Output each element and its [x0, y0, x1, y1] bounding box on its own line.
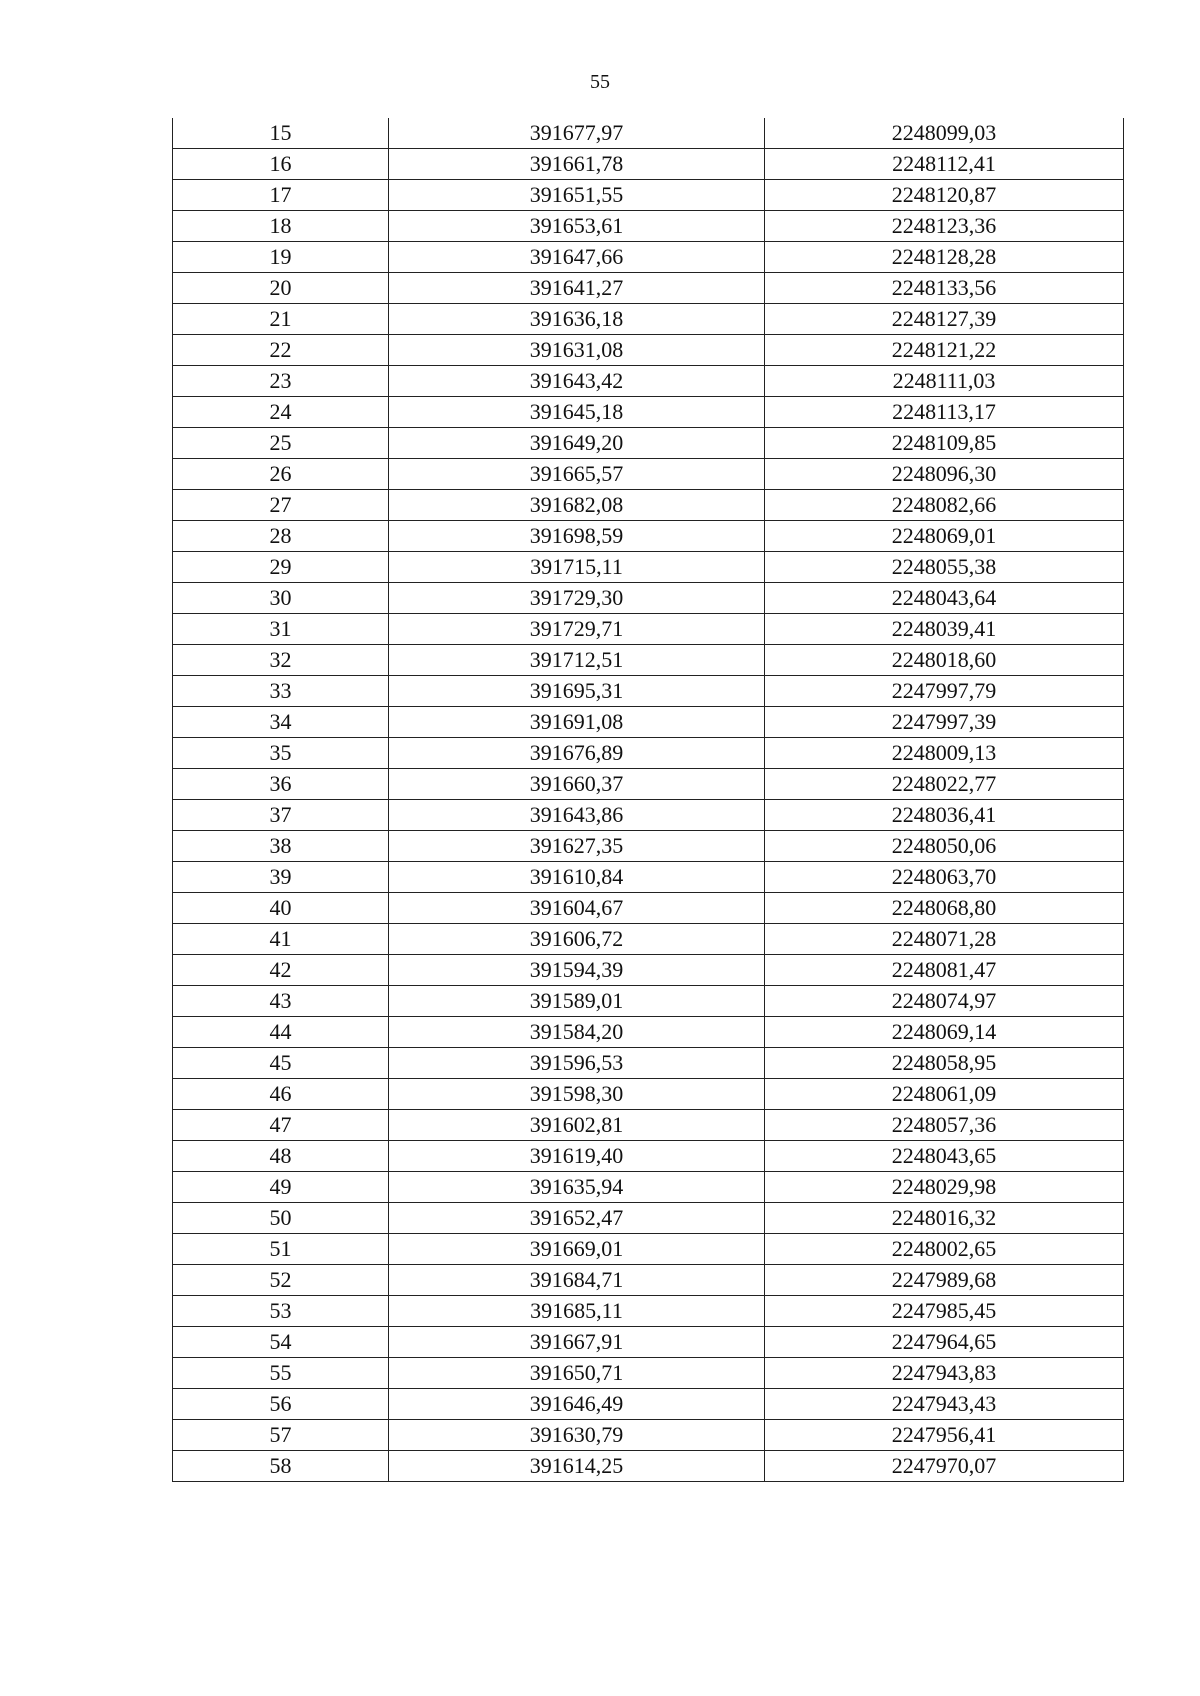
x-coordinate-cell: 391729,30: [389, 583, 765, 614]
y-coordinate-cell: 2248123,36: [765, 211, 1124, 242]
x-coordinate-cell: 391630,79: [389, 1420, 765, 1451]
table-row: [173, 707, 1124, 738]
table-row: [173, 242, 1124, 273]
table-row: [173, 1451, 1124, 1482]
y-coordinate-cell: 2248036,41: [765, 800, 1124, 831]
table-row: [173, 1420, 1124, 1451]
point-number-cell: 30: [173, 583, 389, 614]
table-row: [173, 924, 1124, 955]
table-row: [173, 552, 1124, 583]
y-coordinate-cell: 2248113,17: [765, 397, 1124, 428]
table-row: [173, 955, 1124, 986]
x-coordinate-cell: 391643,86: [389, 800, 765, 831]
y-coordinate-cell: 2248043,65: [765, 1141, 1124, 1172]
table-row: [173, 273, 1124, 304]
coordinates-table: [172, 118, 1124, 1482]
table-row: [173, 1389, 1124, 1420]
x-coordinate-cell: 391645,18: [389, 397, 765, 428]
x-coordinate-cell: 391636,18: [389, 304, 765, 335]
x-coordinate-cell: 391606,72: [389, 924, 765, 955]
coordinates-table-body: [173, 118, 1124, 1482]
y-coordinate-cell: 2248061,09: [765, 1079, 1124, 1110]
table-row: [173, 645, 1124, 676]
table-row: [173, 800, 1124, 831]
x-coordinate-cell: 391641,27: [389, 273, 765, 304]
x-coordinate-cell: 391684,71: [389, 1265, 765, 1296]
y-coordinate-cell: 2247997,79: [765, 676, 1124, 707]
x-coordinate-cell: 391715,11: [389, 552, 765, 583]
table-row: [173, 1079, 1124, 1110]
point-number-cell: 21: [173, 304, 389, 335]
x-coordinate-cell: 391669,01: [389, 1234, 765, 1265]
x-coordinate-cell: 391691,08: [389, 707, 765, 738]
point-number-cell: 17: [173, 180, 389, 211]
y-coordinate-cell: 2248127,39: [765, 304, 1124, 335]
table-row: [173, 459, 1124, 490]
y-coordinate-cell: 2248022,77: [765, 769, 1124, 800]
y-coordinate-cell: 2248128,28: [765, 242, 1124, 273]
table-row: [173, 769, 1124, 800]
point-number-cell: 49: [173, 1172, 389, 1203]
x-coordinate-cell: 391660,37: [389, 769, 765, 800]
x-coordinate-cell: 391729,71: [389, 614, 765, 645]
x-coordinate-cell: 391589,01: [389, 986, 765, 1017]
x-coordinate-cell: 391651,55: [389, 180, 765, 211]
point-number-cell: 31: [173, 614, 389, 645]
y-coordinate-cell: 2247970,07: [765, 1451, 1124, 1482]
point-number-cell: 18: [173, 211, 389, 242]
x-coordinate-cell: 391695,31: [389, 676, 765, 707]
table-row: [173, 1172, 1124, 1203]
y-coordinate-cell: 2248016,32: [765, 1203, 1124, 1234]
x-coordinate-cell: 391647,66: [389, 242, 765, 273]
y-coordinate-cell: 2247985,45: [765, 1296, 1124, 1327]
table-row: [173, 738, 1124, 769]
table-row: [173, 490, 1124, 521]
y-coordinate-cell: 2248050,06: [765, 831, 1124, 862]
table-row: [173, 1017, 1124, 1048]
table-row: [173, 521, 1124, 552]
y-coordinate-cell: 2248002,65: [765, 1234, 1124, 1265]
point-number-cell: 36: [173, 769, 389, 800]
point-number-cell: 50: [173, 1203, 389, 1234]
point-number-cell: 34: [173, 707, 389, 738]
point-number-cell: 29: [173, 552, 389, 583]
x-coordinate-cell: 391584,20: [389, 1017, 765, 1048]
y-coordinate-cell: 2248043,64: [765, 583, 1124, 614]
y-coordinate-cell: 2248029,98: [765, 1172, 1124, 1203]
point-number-cell: 24: [173, 397, 389, 428]
table-row: [173, 1234, 1124, 1265]
table-row: [173, 1048, 1124, 1079]
point-number-cell: 38: [173, 831, 389, 862]
y-coordinate-cell: 2248109,85: [765, 428, 1124, 459]
table-row: [173, 862, 1124, 893]
table-row: [173, 986, 1124, 1017]
point-number-cell: 52: [173, 1265, 389, 1296]
table-row: [173, 211, 1124, 242]
point-number-cell: 32: [173, 645, 389, 676]
x-coordinate-cell: 391652,47: [389, 1203, 765, 1234]
x-coordinate-cell: 391594,39: [389, 955, 765, 986]
x-coordinate-cell: 391643,42: [389, 366, 765, 397]
point-number-cell: 43: [173, 986, 389, 1017]
y-coordinate-cell: 2247956,41: [765, 1420, 1124, 1451]
point-number-cell: 57: [173, 1420, 389, 1451]
table-row: [173, 335, 1124, 366]
point-number-cell: 58: [173, 1451, 389, 1482]
x-coordinate-cell: 391667,91: [389, 1327, 765, 1358]
point-number-cell: 15: [173, 118, 389, 149]
point-number-cell: 55: [173, 1358, 389, 1389]
y-coordinate-cell: 2248071,28: [765, 924, 1124, 955]
y-coordinate-cell: 2248057,36: [765, 1110, 1124, 1141]
y-coordinate-cell: 2248112,41: [765, 149, 1124, 180]
point-number-cell: 20: [173, 273, 389, 304]
y-coordinate-cell: 2248063,70: [765, 862, 1124, 893]
y-coordinate-cell: 2248074,97: [765, 986, 1124, 1017]
x-coordinate-cell: 391596,53: [389, 1048, 765, 1079]
x-coordinate-cell: 391604,67: [389, 893, 765, 924]
y-coordinate-cell: 2248068,80: [765, 893, 1124, 924]
point-number-cell: 23: [173, 366, 389, 397]
point-number-cell: 42: [173, 955, 389, 986]
point-number-cell: 39: [173, 862, 389, 893]
point-number-cell: 19: [173, 242, 389, 273]
table-row: [173, 428, 1124, 459]
table-row: [173, 180, 1124, 211]
y-coordinate-cell: 2247997,39: [765, 707, 1124, 738]
table-row: [173, 614, 1124, 645]
table-row: [173, 583, 1124, 614]
y-coordinate-cell: 2247964,65: [765, 1327, 1124, 1358]
table-row: [173, 304, 1124, 335]
point-number-cell: 47: [173, 1110, 389, 1141]
x-coordinate-cell: 391602,81: [389, 1110, 765, 1141]
y-coordinate-cell: 2248111,03: [765, 366, 1124, 397]
point-number-cell: 16: [173, 149, 389, 180]
y-coordinate-cell: 2248096,30: [765, 459, 1124, 490]
table-row: [173, 1110, 1124, 1141]
y-coordinate-cell: 2248058,95: [765, 1048, 1124, 1079]
x-coordinate-cell: 391685,11: [389, 1296, 765, 1327]
y-coordinate-cell: 2248039,41: [765, 614, 1124, 645]
x-coordinate-cell: 391627,35: [389, 831, 765, 862]
table-row: [173, 676, 1124, 707]
point-number-cell: 54: [173, 1327, 389, 1358]
point-number-cell: 40: [173, 893, 389, 924]
x-coordinate-cell: 391682,08: [389, 490, 765, 521]
point-number-cell: 22: [173, 335, 389, 366]
y-coordinate-cell: 2248133,56: [765, 273, 1124, 304]
y-coordinate-cell: 2248082,66: [765, 490, 1124, 521]
y-coordinate-cell: 2247943,43: [765, 1389, 1124, 1420]
point-number-cell: 53: [173, 1296, 389, 1327]
x-coordinate-cell: 391653,61: [389, 211, 765, 242]
x-coordinate-cell: 391649,20: [389, 428, 765, 459]
point-number-cell: 33: [173, 676, 389, 707]
point-number-cell: 56: [173, 1389, 389, 1420]
x-coordinate-cell: 391676,89: [389, 738, 765, 769]
table-row: [173, 1141, 1124, 1172]
x-coordinate-cell: 391598,30: [389, 1079, 765, 1110]
y-coordinate-cell: 2248120,87: [765, 180, 1124, 211]
point-number-cell: 28: [173, 521, 389, 552]
y-coordinate-cell: 2248055,38: [765, 552, 1124, 583]
x-coordinate-cell: 391661,78: [389, 149, 765, 180]
point-number-cell: 44: [173, 1017, 389, 1048]
y-coordinate-cell: 2248099,03: [765, 118, 1124, 149]
point-number-cell: 41: [173, 924, 389, 955]
x-coordinate-cell: 391619,40: [389, 1141, 765, 1172]
table-row: [173, 831, 1124, 862]
x-coordinate-cell: 391614,25: [389, 1451, 765, 1482]
table-row: [173, 397, 1124, 428]
y-coordinate-cell: 2248121,22: [765, 335, 1124, 366]
table-row: [173, 1265, 1124, 1296]
x-coordinate-cell: 391646,49: [389, 1389, 765, 1420]
y-coordinate-cell: 2248069,01: [765, 521, 1124, 552]
point-number-cell: 51: [173, 1234, 389, 1265]
y-coordinate-cell: 2247943,83: [765, 1358, 1124, 1389]
x-coordinate-cell: 391650,71: [389, 1358, 765, 1389]
point-number-cell: 37: [173, 800, 389, 831]
y-coordinate-cell: 2248069,14: [765, 1017, 1124, 1048]
table-row: [173, 1358, 1124, 1389]
x-coordinate-cell: 391610,84: [389, 862, 765, 893]
point-number-cell: 35: [173, 738, 389, 769]
x-coordinate-cell: 391635,94: [389, 1172, 765, 1203]
x-coordinate-cell: 391665,57: [389, 459, 765, 490]
table-row: [173, 366, 1124, 397]
x-coordinate-cell: 391712,51: [389, 645, 765, 676]
y-coordinate-cell: 2248009,13: [765, 738, 1124, 769]
x-coordinate-cell: 391677,97: [389, 118, 765, 149]
page-number: 55: [590, 71, 610, 93]
table-row: [173, 149, 1124, 180]
x-coordinate-cell: 391698,59: [389, 521, 765, 552]
table-row: [173, 893, 1124, 924]
point-number-cell: 25: [173, 428, 389, 459]
x-coordinate-cell: 391631,08: [389, 335, 765, 366]
y-coordinate-cell: 2247989,68: [765, 1265, 1124, 1296]
point-number-cell: 48: [173, 1141, 389, 1172]
table-row: [173, 1327, 1124, 1358]
y-coordinate-cell: 2248081,47: [765, 955, 1124, 986]
point-number-cell: 27: [173, 490, 389, 521]
point-number-cell: 26: [173, 459, 389, 490]
y-coordinate-cell: 2248018,60: [765, 645, 1124, 676]
table-row: [173, 118, 1124, 149]
point-number-cell: 45: [173, 1048, 389, 1079]
point-number-cell: 46: [173, 1079, 389, 1110]
table-row: [173, 1203, 1124, 1234]
table-row: [173, 1296, 1124, 1327]
